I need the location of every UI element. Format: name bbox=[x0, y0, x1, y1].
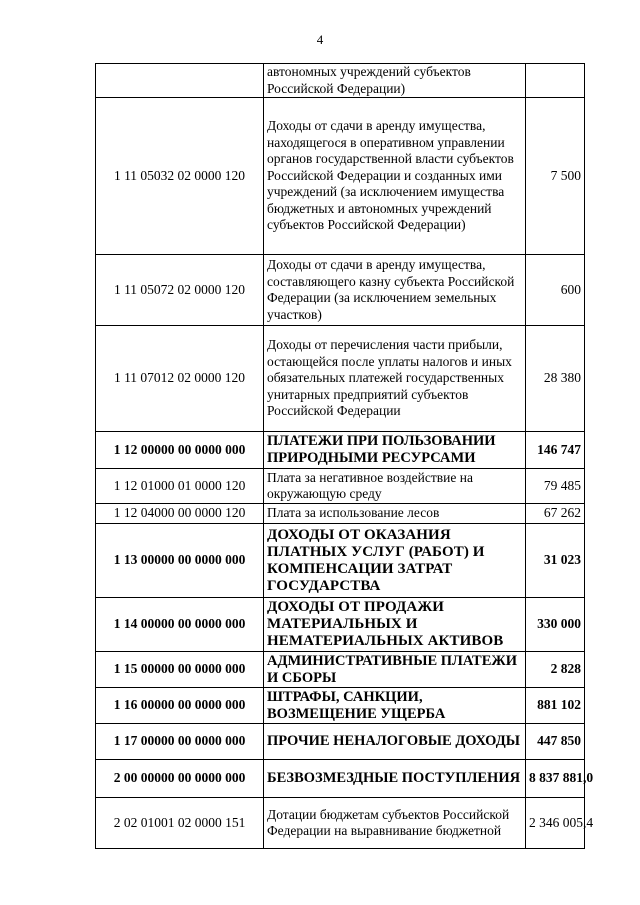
table-row bbox=[96, 64, 585, 98]
table-row bbox=[96, 504, 585, 524]
row-code: 1 16 00000 00 0000 000 bbox=[96, 688, 264, 724]
row-name: АДМИНИСТРАТИВНЫЕ ПЛАТЕЖИ И СБОРЫ bbox=[264, 652, 526, 688]
page-number: 4 bbox=[316, 32, 324, 47]
table-row bbox=[96, 432, 585, 469]
row-amount: 146 747 bbox=[526, 432, 585, 469]
row-amount: 31 023 bbox=[526, 524, 585, 598]
row-amount: 2 828 bbox=[526, 652, 585, 688]
row-name: автономных учреждений субъектов Российской Федерации) bbox=[264, 64, 526, 98]
row-name: ДОХОДЫ ОТ ОКАЗАНИЯ ПЛАТНЫХ УСЛУГ (РАБОТ) И КОМПЕНСАЦИИ ЗАТРАТ ГОСУДАРСТВА bbox=[264, 524, 526, 598]
table-row bbox=[96, 798, 585, 849]
table-row bbox=[96, 598, 585, 652]
row-code: 1 11 05072 02 0000 120 bbox=[96, 255, 264, 326]
row-code: 1 14 00000 00 0000 000 bbox=[96, 598, 264, 652]
row-amount: 330 000 bbox=[526, 598, 585, 652]
row-amount: 7 500 bbox=[526, 98, 585, 255]
row-name: ПРОЧИЕ НЕНАЛОГОВЫЕ ДОХОДЫ bbox=[264, 724, 526, 760]
row-name: Доходы от сдачи в аренду имущества, составляющего казну субъекта Российской Федерации (за исключением земельных участков) bbox=[264, 255, 526, 326]
row-name: Плата за использование лесов bbox=[264, 504, 526, 524]
row-name: ШТРАФЫ, САНКЦИИ, ВОЗМЕЩЕНИЕ УЩЕРБА bbox=[264, 688, 526, 724]
row-amount: 8 837 881,0 bbox=[526, 760, 585, 798]
budget-revenue-table bbox=[95, 63, 594, 849]
row-amount: 28 380 bbox=[526, 326, 585, 432]
row-name: ПЛАТЕЖИ ПРИ ПОЛЬЗОВАНИИ ПРИРОДНЫМИ РЕСУРСАМИ bbox=[264, 432, 526, 469]
row-code: 2 00 00000 00 0000 000 bbox=[96, 760, 264, 798]
row-amount bbox=[526, 64, 585, 98]
row-code: 2 02 01001 02 0000 151 bbox=[96, 798, 264, 849]
row-code: 1 17 00000 00 0000 000 bbox=[96, 724, 264, 760]
row-amount: 447 850 bbox=[526, 724, 585, 760]
table-row bbox=[96, 255, 585, 326]
row-code: 1 13 00000 00 0000 000 bbox=[96, 524, 264, 598]
table-row bbox=[96, 524, 585, 598]
row-code: 1 11 07012 02 0000 120 bbox=[96, 326, 264, 432]
row-code: 1 12 00000 00 0000 000 bbox=[96, 432, 264, 469]
table-row bbox=[96, 760, 585, 798]
row-code bbox=[96, 64, 264, 98]
table-row bbox=[96, 724, 585, 760]
row-name: ДОХОДЫ ОТ ПРОДАЖИ МАТЕРИАЛЬНЫХ И НЕМАТЕРИАЛЬНЫХ АКТИВОВ bbox=[264, 598, 526, 652]
row-amount: 2 346 005,4 bbox=[526, 798, 585, 849]
row-code: 1 12 04000 00 0000 120 bbox=[96, 504, 264, 524]
row-name: Доходы от перечисления части прибыли, остающейся после уплаты налогов и иных обязательных платежей государственных унитарных предприятий субъектов Российской Федерации bbox=[264, 326, 526, 432]
table-row bbox=[96, 652, 585, 688]
row-name: БЕЗВОЗМЕЗДНЫЕ ПОСТУПЛЕНИЯ bbox=[264, 760, 526, 798]
table-row bbox=[96, 469, 585, 504]
row-name: Доходы от сдачи в аренду имущества, находящегося в оперативном управлении органов государственной власти субъектов Российской Федерации и созданных ими учреждений (за исключением имущества бюджетных и автономных учреждений субъектов Российской Федерации) bbox=[264, 98, 526, 255]
row-code: 1 12 01000 01 0000 120 bbox=[96, 469, 264, 504]
table-row bbox=[96, 688, 585, 724]
row-name: Дотации бюджетам субъектов Российской Федерации на выравнивание бюджетной bbox=[264, 798, 526, 849]
row-code: 1 15 00000 00 0000 000 bbox=[96, 652, 264, 688]
table-row bbox=[96, 98, 585, 255]
table-row bbox=[96, 326, 585, 432]
row-amount: 79 485 bbox=[526, 469, 585, 504]
row-amount: 600 bbox=[526, 255, 585, 326]
row-amount: 67 262 bbox=[526, 504, 585, 524]
row-amount: 881 102 bbox=[526, 688, 585, 724]
row-name: Плата за негативное воздействие на окружающую среду bbox=[264, 469, 526, 504]
row-code: 1 11 05032 02 0000 120 bbox=[96, 98, 264, 255]
